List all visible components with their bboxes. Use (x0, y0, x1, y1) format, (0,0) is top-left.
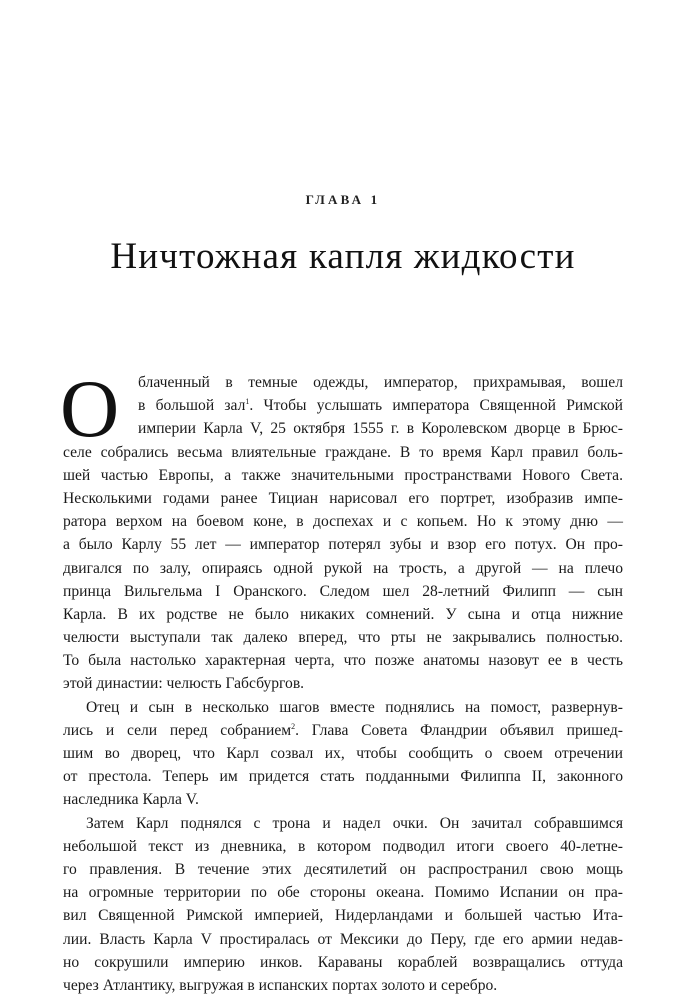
paragraph-1-line: империи Карла V, 25 октября 1555 г. в Королевском дворце в Брюс- (138, 420, 623, 438)
paragraph-3-line: лии. Власть Карла V простиралась от Мексики до Перу, где его армии недав- (63, 930, 623, 948)
paragraph-1-line: а было Карлу 55 лет — император потерял зубы и взор его потух. Он про- (63, 536, 623, 554)
chapter-body (60, 363, 623, 997)
paragraph-1-line: То была настолько характерная черта, что позже анатомы назовут ее в честь (63, 652, 623, 670)
drop-cap: О (60, 363, 120, 454)
paragraph-3-line: но сокрушили империю инков. Караваны кораблей возвращались оттуда (63, 953, 623, 971)
paragraph-1-line: этой династии: челюсть Габсбургов. (63, 675, 305, 693)
paragraph-1-line: Карла. В их родстве не было никаких сомнений. У сына и отца нижние (63, 605, 623, 623)
footnote-ref-2[interactable]: 2 (291, 721, 296, 731)
paragraph-2-line: от престола. Теперь им придется стать подданными Филиппа II, законного (63, 768, 623, 786)
paragraph-2-line: Отец и сын в несколько шагов вместе поднялись на помост, развернув- (86, 698, 623, 716)
paragraph-3-line: вил Священной Римской империей, Нидерландами и большей частью Ита- (63, 907, 623, 925)
chapter-title: Ничтожная капля жидкости (110, 236, 576, 277)
paragraph-3-line: на огромные территории по обе стороны океана. Помимо Испании он пра- (63, 884, 623, 902)
paragraph-2-line: наследника Карла V. (63, 791, 199, 809)
paragraph-1-line: принца Вильгельма I Оранского. Следом шел 28-летний Филипп — сын (63, 582, 623, 600)
paragraph-1-line: шей частью Европы, а также значительными пространствами Нового Света. (63, 466, 623, 484)
paragraph-1-line: в большой зал$^1$. Чтобы услышать императора Священной Римской (138, 397, 623, 415)
paragraph-2-line: шим во дворец, что Карл созвал их, чтобы сообщить о своем отречении (63, 745, 623, 762)
paragraph-2-line: лись и сели перед собранием$^2$. Глава Совета Фландрии объявил пришед- (63, 721, 623, 739)
paragraph-3-line: небольшой текст из дневника, в котором подводил итоги своего 40-летне- (63, 837, 623, 855)
paragraph-3-line: го правления. В течение этих десятилетий он распространил свою мощь (63, 860, 623, 878)
paragraph-1-line: Несколькими годами ранее Тициан нарисовал его портрет, изобразив импе- (63, 489, 623, 507)
footnote-ref-1[interactable]: 1 (245, 397, 250, 407)
paragraph-1-line: челюсти выступали так далеко вперед, что рты не закрывались полностью. (63, 629, 623, 647)
paragraph-1-line: двигался по залу, опираясь одной рукой на трость, а другой — на плечо (63, 559, 623, 577)
paragraph-3-line: Затем Карл поднялся с трона и надел очки. Он зачитал собравшимся (86, 814, 623, 832)
paragraph-1-line: ратора верхом на боевом коне, в доспехах и с копьем. Но к этому дню — (63, 513, 623, 531)
chapter-label: ГЛАВА 1 (305, 192, 381, 207)
paragraph-1-line: селе собрались весьма влиятельные граждане. В то время Карл правил боль- (63, 443, 623, 461)
paragraph-1-line: блаченный в темные одежды, император, прихрамывая, вошел (138, 374, 623, 391)
paragraph-3-line: через Атлантику, выгружая в испанских портах золото и серебро. (63, 976, 498, 994)
